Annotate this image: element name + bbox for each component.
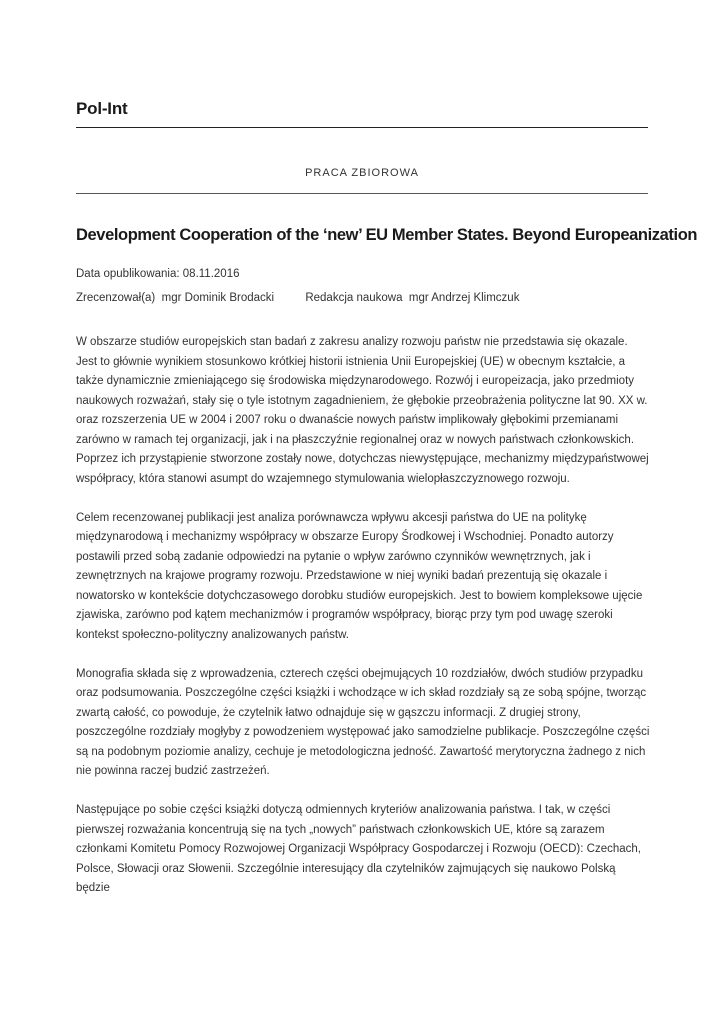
article-paragraph: Następujące po sobie części książki dotyczą odmiennych kryteriów analizowania państwa. I tak, w części pierwszej rozważania koncentrują się na tych „nowych” państwach członkowskich UE, które są zarazem członkami Komitetu Pomocy Rozwojowej Organizacji Współpracy Gospodarczej i Rozwoju (OECD): Czechach, Polsce, Słowacji oraz Słowenii. Szczególnie interesujący dla czytelników zajmujących się naukowo Polską będzie [76, 804, 641, 894]
editor-name: mgr Andrzej Klimczuk [408, 292, 520, 304]
reviewer-label: Zrecenzował(a) [76, 292, 156, 304]
published-date: 08.11.2016 [182, 268, 240, 280]
section-divider [76, 193, 648, 194]
article-paragraph: Monografia składa się z wprowadzenia, czterech części obejmujących 10 rozdziałów, dwóch studiów przypadku oraz podsumowania. Poszczególne części książki i wchodzące w ich skład rozdziały są ze sobą spójne, tworząc zwartą całość, co powoduje, że czytelnik łatwo odnajduje się w gąszczu informacji. Z drugiej strony, poszczególne rozdziały mogłyby z powodzeniem występować jako samodzielne publikacje. Poszczególne części są na podobnym poziomie analizy, cechuje je metodologiczna jedność. Zawartość merytoryczna żadnego z nich nie powinna raczej budzić zastrzeżeń. [76, 667, 650, 777]
article-paragraph: Celem recenzowanej publikacji jest analiza porównawcza wpływu akcesji państwa do UE na politykę międzynarodową i mechanizmy współpracy w obszarze Europy Środkowej i Wschodniej. Ponadto autorzy postawili przed sobą zadanie odpowiedzi na pytanie o wpływ zarówno czynników wewnętrznych, jak i zewnętrznych na krajowe programy rozwoju. Przedstawione w niej wyniki badań prezentują się okazale i nowatorsko w kontekście dotychczasowego dorobku studiów europejskich. Jest to bowiem kompleksowe ujęcie zjawiska, zarówno pod kątem mechanizmów i programów współpracy, biorąc przy tym pod uwagę szeroki kontekst społeczno-polityczny analizowanych państw. [76, 511, 643, 641]
reviewer-name: mgr Dominik Brodacki [161, 292, 275, 304]
editor-label: Redakcja naukowa [305, 292, 403, 304]
header-divider [76, 127, 648, 128]
site-brand[interactable]: Pol-Int [76, 99, 128, 118]
article-paragraph: W obszarze studiów europejskich stan badań z zakresu analizy rozwoju państw nie przedstawia się okazale. Jest to głównie wynikiem stosunkowo krótkiej historii istnienia Unii Europejskiej (UE) w obecnym kształcie, a także dynamicznie zmieniającego się środowiska międzynarodowego. Rozwój i europeizacja, jako przedmioty naukowych rozważań, stały się o tyle istotnym zagadnieniem, że głębokie przeobrażenia polityczne lat 90. XX w. oraz rozszerzenia UE w 2004 i 2007 roku o dwanaście nowych państw implikowały głębokimi przemianami zarówno w ramach tej organizacji, jak i na płaszczyźnie regionalnej oraz w nowych państwach członkowskich. Poprzez ich przystąpienie stworzone zostały nowe, dotychczas niewystępujące, mechanizmy międzypaństwowej współpracy, która stanowi asumpt do wzajemnego stymulowania wielopłaszczyznowego rozwoju. [76, 336, 649, 485]
published-label: Data opublikowania: [76, 268, 180, 280]
section-label: PRACA ZBIOROWA [305, 167, 419, 179]
credits-line [76, 292, 519, 304]
article-body [76, 333, 650, 918]
article-title: Development Cooperation of the ‘new’ EU Member States. Beyond Europeanization [76, 226, 698, 244]
publication-date-line [76, 268, 239, 280]
